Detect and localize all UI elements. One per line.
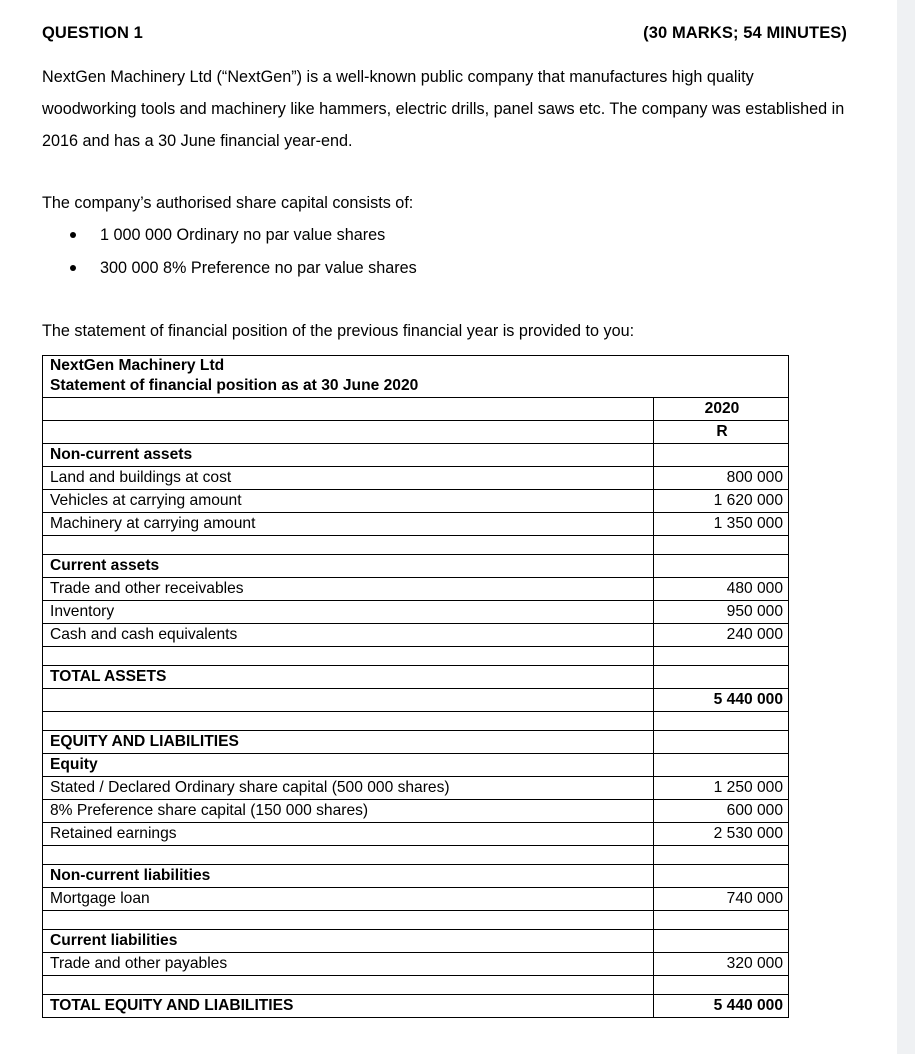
table-spacer-row (43, 911, 789, 930)
row-label: Land and buildings at cost (43, 467, 654, 490)
row-amount: 240 000 (654, 624, 789, 647)
row-amount (654, 712, 789, 731)
table-row (43, 578, 789, 601)
row-label: 8% Preference share capital (150 000 shares) (43, 800, 654, 823)
row-amount: 800 000 (654, 467, 789, 490)
row-label: Retained earnings (43, 823, 654, 846)
paragraph-gap (42, 157, 847, 187)
blank-label-cell (43, 421, 654, 444)
row-label: Non-current assets (43, 444, 654, 467)
share-capital-list (42, 219, 847, 285)
table-row (43, 731, 789, 754)
question-number: QUESTION 1 (42, 24, 143, 42)
table-row (43, 865, 789, 888)
table-row (43, 953, 789, 976)
page-gutter-strip (897, 0, 915, 1054)
statement-of-financial-position-table (42, 355, 789, 1018)
row-label: TOTAL EQUITY AND LIABILITIES (43, 995, 654, 1018)
row-amount (654, 731, 789, 754)
row-amount (654, 754, 789, 777)
table-row (43, 777, 789, 800)
row-amount (654, 865, 789, 888)
row-label: Cash and cash equivalents (43, 624, 654, 647)
table-row (43, 823, 789, 846)
row-amount: 1 350 000 (654, 513, 789, 536)
table-row (43, 800, 789, 823)
intro-paragraph: NextGen Machinery Ltd (“NextGen”) is a well-known public company that manufactures high quality woodworking tools and machinery like hammers, electric drills, panel saws etc. The company was established in 2016 and has a 30 June financial year-end. (42, 68, 845, 150)
table-row (43, 995, 789, 1018)
row-amount: 950 000 (654, 601, 789, 624)
row-label: Non-current liabilities (43, 865, 654, 888)
statement-title: Statement of financial position as at 30 June 2020 (50, 377, 419, 394)
row-amount: 5 440 000 (654, 689, 789, 712)
row-amount: 2 530 000 (654, 823, 789, 846)
row-label: Current assets (43, 555, 654, 578)
row-amount (654, 930, 789, 953)
column-header-currency: R (654, 421, 789, 444)
row-amount (654, 666, 789, 689)
share-capital-lead-in: The company’s authorised share capital consists of: (42, 194, 414, 212)
list-item (42, 219, 847, 252)
row-amount (654, 444, 789, 467)
entity-name: NextGen Machinery Ltd (50, 357, 225, 374)
document-content (42, 24, 847, 1018)
table-row (43, 444, 789, 467)
table-row (43, 624, 789, 647)
table-spacer-row (43, 647, 789, 666)
row-label: EQUITY AND LIABILITIES (43, 731, 654, 754)
table-body (43, 356, 789, 444)
row-amount: 320 000 (654, 953, 789, 976)
table-row (43, 513, 789, 536)
list-item (42, 252, 847, 285)
row-label (43, 689, 654, 712)
table-row (43, 467, 789, 490)
statement-title-cell (43, 356, 789, 398)
row-label: Trade and other receivables (43, 578, 654, 601)
table-row (43, 888, 789, 911)
row-label: Stated / Declared Ordinary share capital (500 000 shares) (43, 777, 654, 800)
row-label (43, 911, 654, 930)
row-amount: 600 000 (654, 800, 789, 823)
table-spacer-row (43, 976, 789, 995)
table-row (43, 490, 789, 513)
list-item-label: 300 000 8% Preference no par value shares (100, 259, 417, 277)
row-label: Current liabilities (43, 930, 654, 953)
bullet-icon (70, 265, 76, 271)
row-amount (654, 911, 789, 930)
row-label: TOTAL ASSETS (43, 666, 654, 689)
list-gap (42, 285, 847, 315)
table-header-year-row (43, 398, 789, 421)
table-row (43, 930, 789, 953)
table-row (43, 754, 789, 777)
list-item-label: 1 000 000 Ordinary no par value shares (100, 226, 386, 244)
table-title-row (43, 356, 789, 398)
row-label: Trade and other payables (43, 953, 654, 976)
row-label (43, 712, 654, 731)
statement-lead-in: The statement of financial position of the previous financial year is provided to you: (42, 322, 635, 340)
row-label (43, 976, 654, 995)
row-label: Vehicles at carrying amount (43, 490, 654, 513)
table-row (43, 601, 789, 624)
row-label: Machinery at carrying amount (43, 513, 654, 536)
column-header-year: 2020 (654, 398, 789, 421)
table-spacer-row (43, 712, 789, 731)
row-amount (654, 555, 789, 578)
row-amount: 5 440 000 (654, 995, 789, 1018)
row-amount (654, 647, 789, 666)
row-label: Equity (43, 754, 654, 777)
row-label (43, 846, 654, 865)
table-spacer-row (43, 846, 789, 865)
marks-and-time: (30 MARKS; 54 MINUTES) (643, 24, 847, 42)
table-data-rows (43, 444, 789, 1018)
row-amount (654, 976, 789, 995)
table-header-currency-row (43, 421, 789, 444)
table-row (43, 666, 789, 689)
table-spacer-row (43, 536, 789, 555)
row-label (43, 647, 654, 666)
row-amount: 480 000 (654, 578, 789, 601)
row-amount (654, 846, 789, 865)
row-amount: 1 250 000 (654, 777, 789, 800)
bullet-icon (70, 232, 76, 238)
table-row (43, 689, 789, 712)
row-amount: 1 620 000 (654, 490, 789, 513)
question-header (42, 24, 847, 43)
row-amount (654, 536, 789, 555)
blank-label-cell (43, 398, 654, 421)
row-label (43, 536, 654, 555)
row-label: Mortgage loan (43, 888, 654, 911)
row-label: Inventory (43, 601, 654, 624)
table-row (43, 555, 789, 578)
row-amount: 740 000 (654, 888, 789, 911)
